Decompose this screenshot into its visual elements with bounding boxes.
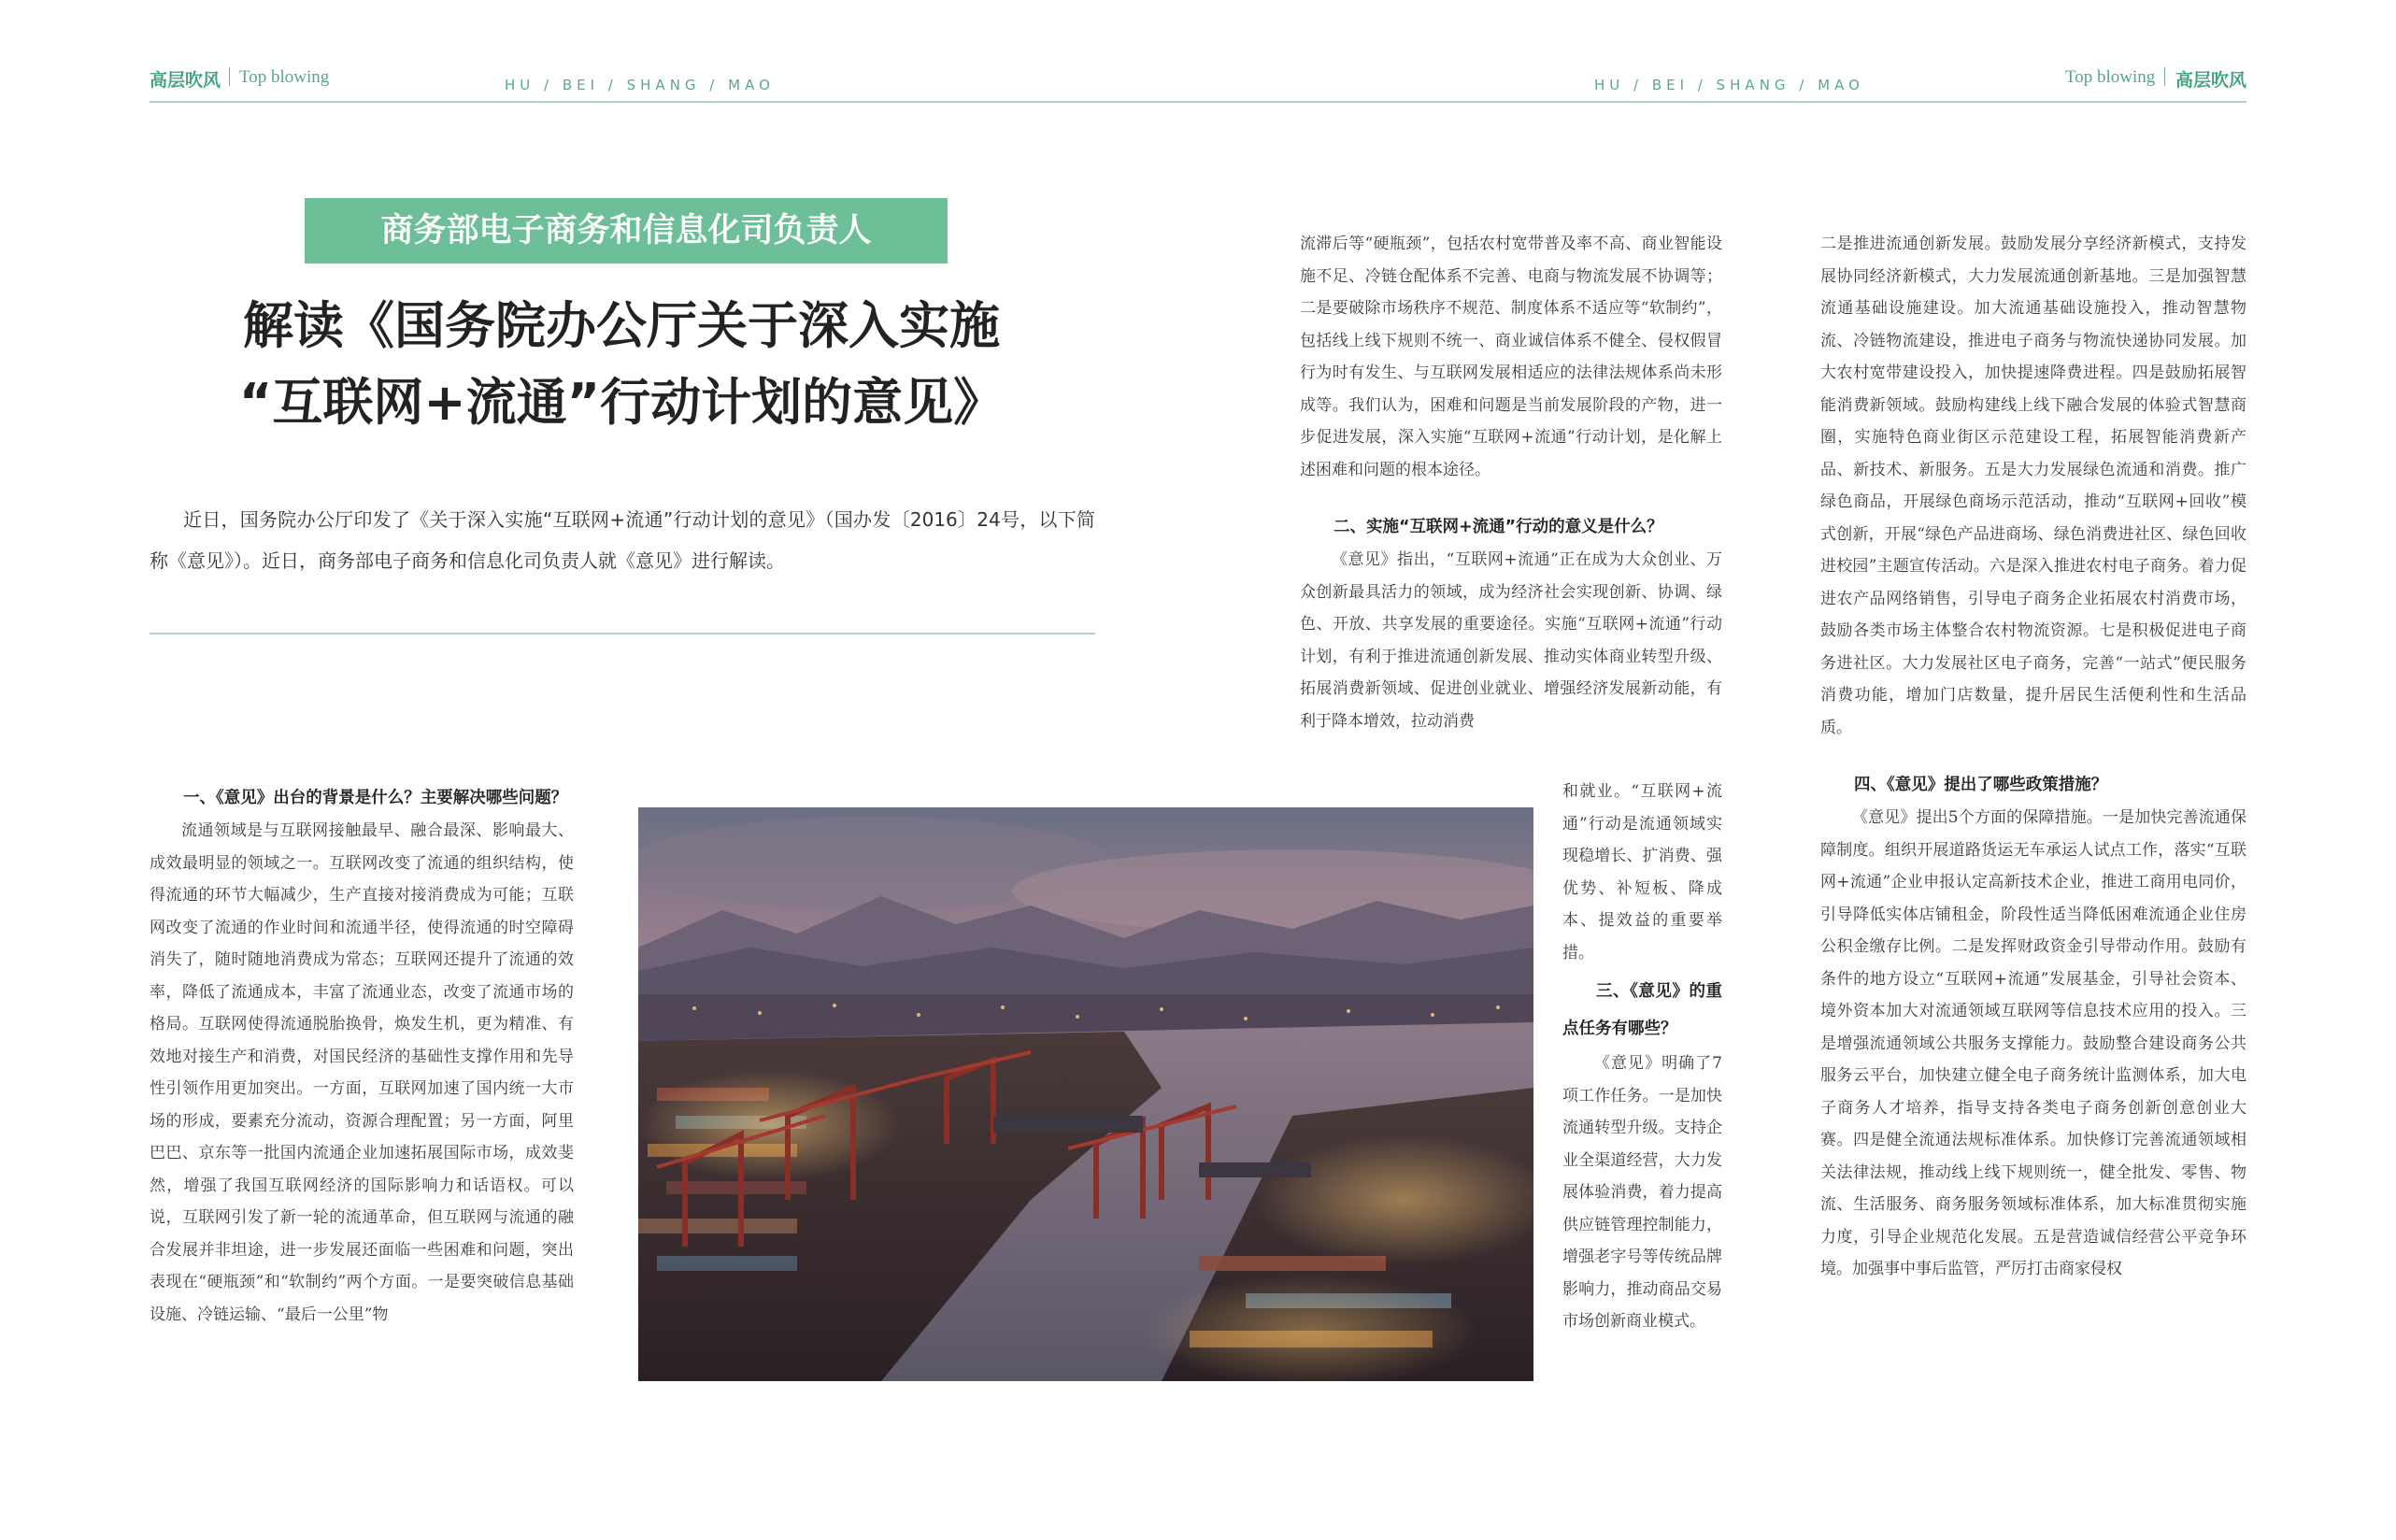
column-2-paragraph-3: 《意见》明确了7项工作任务。一是加快流通转型升级。支持企业全渠道经营，大力发展体验消费，着力提高供应链管理控制能力，增强老字号等传统品牌影响力，推动商品交易市场创新商业模式。 (1562, 1054, 1722, 1331)
header-right-magazine: HU / BEI / SHANG / MAO (1594, 77, 1864, 93)
column-1 (150, 781, 574, 1331)
section-heading-2: 二、实施“互联网+流通”行动的意义是什么？ (1333, 518, 1663, 536)
section-heading-4: 四、《意见》提出了哪些政策措施？ (1854, 776, 2108, 794)
header-right-divider (2164, 67, 2165, 86)
article-title-line2: “互联网+流通”行动计划的意见》 (238, 373, 1005, 432)
header-left-section-en: Top blowing (239, 67, 330, 87)
article-title-line1: 解读《国务院办公厅关于深入实施 (243, 296, 1000, 355)
column-2 (1300, 228, 1722, 737)
header-rule (150, 101, 2246, 103)
intro-rule (150, 633, 1095, 635)
header-left-magazine: HU / BEI / SHANG / MAO (505, 77, 775, 93)
article-title (150, 288, 1093, 441)
header-right-section-en: Top blowing (2065, 67, 2156, 87)
column-3-paragraph-1: 二是推进流通创新发展。鼓励发展分享经济新模式，支持发展协同经济新模式，大力发展流通创新基地。三是加强智慧流通基础设施建设。加大流通基础设施投入，推动智慧物流、冷链物流建设，推进电子商务与物流快递协同发展。加大农村宽带建设投入，加快提速降费进程。四是鼓励拓展智能消费新领域。鼓励构建线上线下融合发展的体验式智慧商圈，实施特色商业街区示范建设工程，拓展智能消费新产品、新技术、新服务。五是大力发展绿色流通和消费。推广绿色商品，开展绿色商场示范活动，推动“互联网+回收”模式创新，开展“绿色产品进商场、绿色消费进社区、绿色回收进校园”主题宣传活动。六是深入推进农村电子商务。着力促进农产品网络销售，引导电子商务企业拓展农村消费市场，鼓励各类市场主体整合农村物流资源。七是积极促进电子商务进社区。大力发展社区电子商务，完善“一站式”便民服务消费功能，增加门店数量，提升居民生活便利性和生活品质。 (1820, 235, 2246, 737)
section-1-body: 流通领域是与互联网接触最早、融合最深、影响最大、成效最明显的领域之一。互联网改变了流通的组织结构，使得流通的环节大幅减少，生产直接对接消费成为可能；互联网改变了流通的作业时间和流通半径，使得流通的时空障碍消失了，随时随地消费成为常态；互联网还提升了流通的效率，降低了流通成本，丰富了流通业态，改变了流通市场的格局。互联网使得流通脱胎换骨，焕发生机，更为精准、有效地对接生产和消费，对国民经济的基础性支撑作用和先导性引领作用更加突出。一方面，互联网加速了国内统一大市场的形成，要素充分流动，资源合理配置；另一方面，阿里巴巴、京东等一批国内流通企业加速拓展国际市场，成效斐然，增强了我国互联网经济的国际影响力和话语权。可以说，互联网引发了新一轮的流通革命，但互联网与流通的融合发展并非坦途，进一步发展还面临一些困难和问题，突出表现在“硬瓶颈”和“软制约”两个方面。一是要突破信息基础设施、冷链运输、“最后一公里”物 (150, 821, 574, 1324)
column-2-paragraph-2-continued: 和就业。“互联网+流通”行动是流通领域实现稳增长、扩消费、强优势、补短板、降成本、提效益的重要举措。 (1562, 782, 1722, 962)
header-left-section-cn: 高层吹风 (150, 70, 221, 91)
article-banner: 商务部电子商务和信息化司负责人 (305, 198, 948, 264)
port-photo (638, 807, 1533, 1381)
column-2-paragraph-2: 《意见》指出，“互联网+流通”正在成为大众创业、万众创新最具活力的领域，成为经济社会实现创新、协调、绿色、开放、共享发展的重要途径。实施“互联网+流通”行动计划，有利于推进流通创新发展、推动实体商业转型升级、拓展消费新领域、促进创业就业、增强经济发展新动能，有利于降本增效，拉动消费 (1300, 550, 1722, 731)
header-left-divider (229, 67, 230, 86)
article-intro: 近日，国务院办公厅印发了《关于深入实施“互联网+流通”行动计划的意见》（国办发〔2016〕24号，以下简称《意见》）。近日，商务部电子商务和信息化司负责人就《意见》进行解读。 (150, 508, 1095, 572)
header-right-section-cn: 高层吹风 (2175, 70, 2247, 91)
column-2-paragraph-1: 流滞后等“硬瓶颈”，包括农村宽带普及率不高、商业智能设施不足、冷链仓配体系不完善、电商与物流发展不协调等；二是要破除市场秩序不规范、制度体系不适应等“软制约”，包括线上线下规则不统一、商业诚信体系不健全、侵权假冒行为时有发生、与互联网发展相适应的法律法规体系尚未形成等。我们认为，困难和问题是当前发展阶段的产物，进一步促进发展，深入实施“互联网+流通”行动计划，是化解上述困难和问题的根本途径。 (1300, 235, 1722, 479)
section-heading-1: 一、《意见》出台的背景是什么？主要解决哪些问题？ (183, 789, 568, 807)
column-3 (1820, 228, 2246, 1286)
column-2-narrow (1562, 776, 1722, 1338)
section-heading-3: 三、《意见》的重点任务有哪些？ (1562, 982, 1722, 1038)
column-3-paragraph-2: 《意见》提出5个方面的保障措施。一是加快完善流通保障制度。组织开展道路货运无车承运人试点工作，落实“互联网+流通”企业申报认定高新技术企业，推进工商用电同价，引导降低实体店铺租金，阶段性适当降低困难流通企业住房公积金缴存比例。二是发挥财政资金引导带动作用。鼓励有条件的地方设立“互联网+流通”发展基金，引导社会资本、境外资本加大对流通领域互联网等信息技术应用的投入。三是增强流通领域公共服务支撑能力。鼓励整合建设商务公共服务云平台，加快建立健全电子商务统计监测体系，加大电子商务人才培养，指导支持各类电子商务创新创意创业大赛。四是健全流通法规标准体系。加快修订完善流通领域相关法律法规，推动线上线下规则统一，健全批发、零售、物流、生活服务、商务服务领域标准体系，加大标准贯彻实施力度，引导企业规范化发展。五是营造诚信经营公平竞争环境。加强事中事后监管，严厉打击商家侵权 (1820, 808, 2246, 1278)
